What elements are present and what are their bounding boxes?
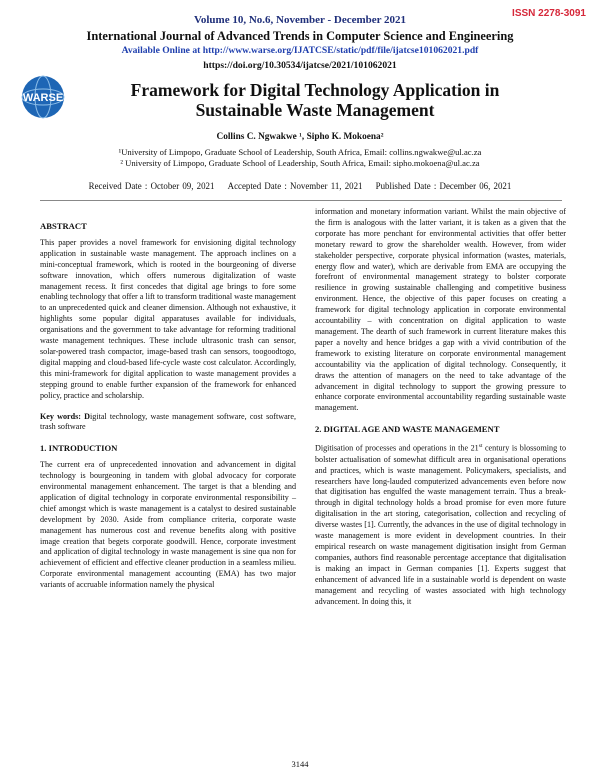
logo-text: WARSE <box>22 92 64 104</box>
section-2-text <box>315 441 566 607</box>
issn-label: ISSN 2278-3091 <box>512 8 586 19</box>
dates-line <box>0 181 600 191</box>
section-2-heading: 2. DIGITAL AGE AND WASTE MANAGEMENT <box>315 424 500 435</box>
section-2-superscript: st <box>478 443 483 450</box>
authors: Collins C. Ngwakwe ¹, Sipho K. Mokoena² <box>216 132 384 142</box>
doi-link[interactable]: https://doi.org/10.30534/ijatcse/2021/101062021 <box>203 60 397 71</box>
published-date: Published Date : December 06, 2021 <box>375 181 512 191</box>
section-2-lead: Digitisation of processes and operations in the 21 <box>315 443 479 453</box>
affiliation-2: ² University of Limpopo, Graduate School of Leadership, South Africa, Email: sipho.mokoena@ul.ac.za <box>120 158 480 168</box>
accepted-date: Accepted Date : November 11, 2021 <box>227 181 363 191</box>
journal-name: International Journal of Advanced Trends in Computer Science and Engineering <box>86 29 514 43</box>
warse-logo <box>12 74 74 120</box>
abstract-heading: ABSTRACT <box>40 221 87 231</box>
right-column <box>315 207 566 607</box>
abstract-text: This paper provides a novel framework for envisioning digital technology application in sustainable waste management. The approach inclines on a mini-conceptual framework, which is rooted in the bourgeoning of diverse software innovation, which offers numerous digitalization of waste management recess. It first concedes that digital age brings to fore some enabling technology that offer a lift to transform traditional waste management to an unprecedented quick and cleaner dimension. Although not exhaustive, it highlights some popular digital apparatuses available for individuals, organisations and the government to take advantage for reforming traditional waste management techniques. These include ultrasonic trash can sensor, solar-powered trash compactor, image-based trash can sensors, toogoodtogo, digital mapping and cloud-based life-cycle waste cost calculator. Accordingly, this mini-framework for digital application to waste management provides a stepping ground to enable further expansion of the framework for enhanced policy, practice and scholarship. <box>40 237 296 400</box>
section-2-body: century is blossoming to bolster actualisation of somewhat difficult area in organisational operations and practices, which is waste management. Policymakers, specialists, and researchers have long-lauded computerized advancements even before now that digitisation has engulfed the waste management terrain. Thus a break-through in digital technology holds a broad promise for even more future digitalisation in the art storing, categorisation, collection and recycling of diverse wastes [1]. Currently, the advances in the use of digital technology in waste management is more evident in development countries. In their empirical research on waste management digitisation insight from German companies, authors find reasonable percentage acceptance that digitalisation is making an impact in German companies [1]. Experts suggest that enhancement of advanced life in a sustainable world is dependent on waste management and recycling of wastes associated with high technology advancement. In doing this, it <box>315 443 566 606</box>
keywords-label: Key words: D <box>40 411 91 421</box>
available-online-link[interactable]: Available Online at http://www.warse.org/IJATCSE/static/pdf/file/ijatcse101062021.pdf <box>121 45 479 56</box>
received-date: Received Date : October 09, 2021 <box>88 181 215 191</box>
header-divider <box>40 200 562 201</box>
title-line-2: Sustainable Waste Management <box>195 100 435 120</box>
title-line-1: Framework for Digital Technology Application in <box>130 80 500 100</box>
page-number: 3144 <box>291 759 309 769</box>
introduction-text: The current era of unprecedented innovation and advancement in digital technology is bourgeoning in tandem with global advocacy for corporate environmental management enhancement. The target is that a blending and application of digital technology in corporate environmental responsibility – chief amongst which is waste management is a catalyst to desired sustainable development by 2030. Aside from compliance criteria, corporate waste management has numerous cost and revenue benefits along with positive image creation that begets corporate goodwill. Hence, corporate investment and application of digital technology in waste management is sine qua non for achievement of efficient and effective cleaner production in a seamless milieu. Corporate environmental management accounting (EMA) has two major variants of accruable information namely the physical <box>40 460 296 590</box>
keywords-text: igital technology, waste management software, cost software, trash software <box>40 411 296 432</box>
introduction-heading: 1. INTRODUCTION <box>40 443 118 454</box>
paper-title <box>90 80 540 120</box>
volume-issue: Volume 10, No.6, November - December 2021 <box>193 14 407 26</box>
affiliation-1: ¹University of Limpopo, Graduate School of Leadership, South Africa, Email: collins.ngwakwe@ul.ac.za <box>118 147 482 157</box>
left-column <box>40 221 296 591</box>
right-column-text: information and monetary information variant. Whilst the main objective of the firm is analogous with the latter variant, it is taken as a given that the corporate has more penchant for environmental activities that offer better monetary reward to grow the shareholder wealth. However, from wider stakeholder perspective, corporate physical information (wastes, materials, energy flow and water), which are derivable from EMA are occupying the forefront of environmental management strategy to bolster corporate resilience in growing sustainable challenging and competitive business environment. Hence, the objective of this paper focuses on creating a framework for digital technology application in corporate environmental accountability – with concentration on digital application to waste management. The dearth of such framework in current literature makes this paper a novelty and hence bridges a gap with a vivid contribution of the framework to existing literature on corporate environmental management accountability via the application of digital technology. Consequently, it draws the attention of managers on the need to take advantage of the advancement in digital technology to support the growing pressure to enhance corporate environmental accountability regarding sustainable waste management. <box>315 207 566 413</box>
keywords <box>40 412 296 434</box>
